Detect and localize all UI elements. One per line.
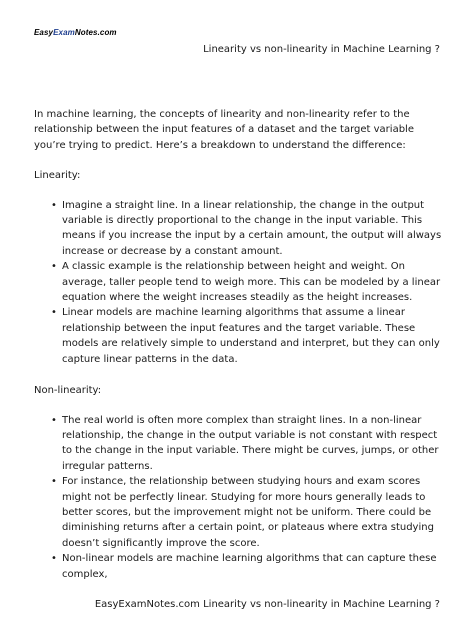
site-logo (34, 28, 117, 37)
list-item-text: A classic example is the relationship between height and weight. On average, taller people tend to weigh more. This can be modeled by a linear equation where the weight increases steadily as the height increases. (62, 261, 441, 304)
bullet-icon: • (51, 307, 57, 319)
list-item-text: Non-linear models are machine learning algorithms that can capture these complex, (62, 553, 437, 580)
document-body (34, 107, 444, 598)
list-item (34, 474, 444, 551)
nonlinearity-list (34, 413, 444, 582)
list-item-text: Linear models are machine learning algorithms that assume a linear relationship between the input features and the target variable. These models are relatively simple to understand and interpret, but they can only capture linear patterns in the data. (62, 307, 440, 365)
bullet-icon: • (51, 199, 57, 211)
list-item (34, 259, 444, 305)
page-footer: EasyExamNotes.com Linearity vs non-linearity in Machine Learning ? (94, 599, 440, 610)
list-item (34, 305, 444, 367)
intro-paragraph: In machine learning, the concepts of linearity and non-linearity refer to the relationship between the input features of a dataset and the target variable you’re trying to predict. Here’s a breakdown to understand the difference: (34, 109, 414, 151)
linearity-list (34, 198, 444, 367)
nonlinearity-heading: Non-linearity: (34, 385, 102, 397)
bullet-icon: • (51, 261, 57, 273)
list-item (34, 198, 444, 260)
page-header-title: Linearity vs non-linearity in Machine Learning ? (203, 44, 440, 55)
logo-text-notes: Notes.com (74, 28, 117, 37)
list-item (34, 413, 444, 475)
logo-text-easy: Easy (34, 28, 54, 37)
list-item-text: The real world is often more complex than straight lines. In a non-linear relationship, the change in the output variable is not constant with respect to the change in the input variable. There might be curves, jumps, or other irregular patterns. (62, 414, 439, 472)
list-item (34, 551, 444, 582)
logo-text-exam: Exam (53, 28, 75, 37)
bullet-icon: • (51, 553, 57, 565)
bullet-icon: • (51, 414, 57, 426)
list-item-text: Imagine a straight line. In a linear relationship, the change in the output variable is directly proportional to the change in the input variable. This means if you increase the input by a certain amount, the output will always increase or decrease by a constant amount. (62, 199, 442, 257)
bullet-icon: • (51, 476, 57, 488)
list-item-text: For instance, the relationship between studying hours and exam scores might not be perfectly linear. Studying for more hours generally leads to better scores, but the improvement might not be uniform. There could be diminishing returns after a certain point, or plateaus where extra studying doesn’t significantly improve the score. (62, 476, 434, 549)
linearity-heading: Linearity: (34, 170, 81, 182)
